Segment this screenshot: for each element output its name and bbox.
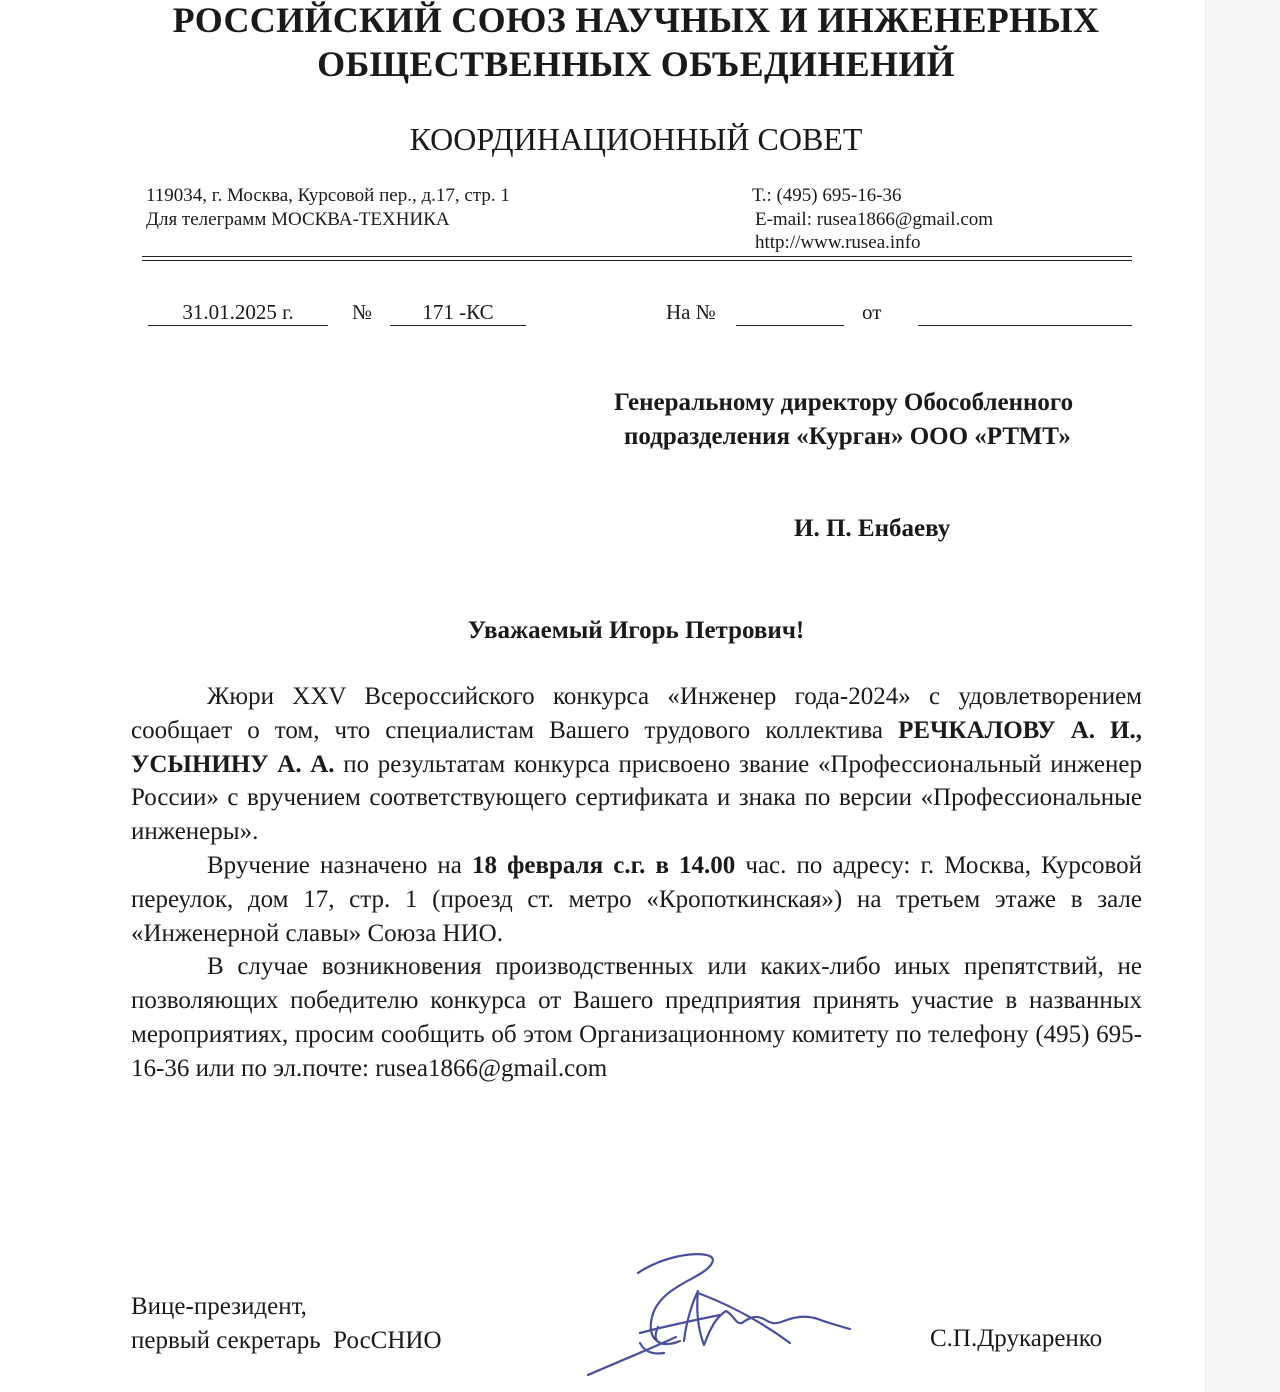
council-title: КООРДИНАЦИОННЫЙ СОВЕТ: [409, 121, 863, 157]
phone: Т.: (495) 695-16-36: [752, 185, 902, 206]
from-label: от: [862, 300, 882, 324]
award-winners: РЕЧКАЛОВУ А. И., УСЫНИНУ А. А.: [131, 716, 1143, 778]
paragraph-award-part1: Жюри XXV Всероссийского конкурса «Инженер года-2024» с удовлетворением сообщает о том, что специалистам Вашего трудового коллектива: [131, 683, 1142, 744]
org-title-line1: РОССИЙСКИЙ СОЮЗ НАУЧНЫХ И ИНЖЕНЕРНЫХ: [172, 0, 1100, 40]
org-title-line2: ОБЩЕСТВЕННЫХ ОБЪЕДИНЕНИЙ: [317, 44, 955, 84]
letter-body: [131, 680, 1142, 1086]
page-edge: [1205, 0, 1280, 1392]
reference-label: На №: [666, 300, 716, 324]
recipient-name: И. П. Енбаеву: [794, 515, 951, 542]
header-rule-top: [142, 256, 1132, 257]
signer-position: [131, 1290, 442, 1358]
recipient-line1: Генеральному директору Обособленного: [614, 389, 1074, 416]
telegram-address: Для телеграмм МОСКВА-ТЕХНИКА: [146, 209, 450, 230]
signer-title-line2: первый секретарь РосСНИО: [131, 1327, 442, 1354]
reference-date-blank: [918, 325, 1132, 326]
address: 119034, г. Москва, Курсовой пер., д.17, стр. 1: [146, 185, 510, 206]
paragraph-award-part2: по результатам конкурса присвоено звание «Профессиональный инженер России» с вручением соответствующего сертификата и знака по версии «Профессиональные инженеры».: [131, 750, 1142, 846]
recipient-line2: подразделения «Курган» ООО «РТМТ»: [624, 423, 1071, 450]
signer-title-line1: Вице-президент,: [131, 1293, 307, 1320]
paragraph-award: [131, 680, 1142, 849]
handwritten-signature: [580, 1245, 870, 1385]
registration-date: 31.01.2025 г.: [148, 299, 328, 326]
paragraph-ceremony-part1: Вручение назначено на: [207, 851, 462, 879]
registration-date-field: [148, 298, 328, 326]
registration-number-field: [390, 298, 526, 326]
signer-name: С.П.Друкаренко: [930, 1325, 1103, 1352]
paragraph-ceremony: [131, 849, 1142, 950]
reference-number-blank: [736, 325, 844, 326]
salutation: Уважаемый Игорь Петрович!: [467, 617, 805, 644]
registration-number: 171 -КС: [390, 299, 526, 326]
paragraph-contact: В случае возникновения производственных или каких-либо иных препятствий, не позволяющих победителю конкурса от Вашего предприятия принять участие в названных мероприятиях, просим сообщить об этом Организационному комитету по телефону (495) 695-16-36 или по эл.почте: rusea1866@gmail.com: [131, 953, 1142, 1082]
number-sign: №: [352, 300, 373, 324]
header-rule-bottom: [142, 260, 1132, 261]
ceremony-datetime: 18 февраля с.г. в 14.00: [471, 851, 736, 879]
website: http://www.rusea.info: [755, 232, 921, 253]
paragraph-ceremony-part2: час. по адресу: г. Москва, Курсовой переулок, дом 17, стр. 1 (проезд ст. метро «Кропоткинская») на третьем этаже в зале «Инженерной славы» Союза НИО.: [131, 851, 1142, 947]
email: E-mail: rusea1866@gmail.com: [755, 209, 994, 230]
